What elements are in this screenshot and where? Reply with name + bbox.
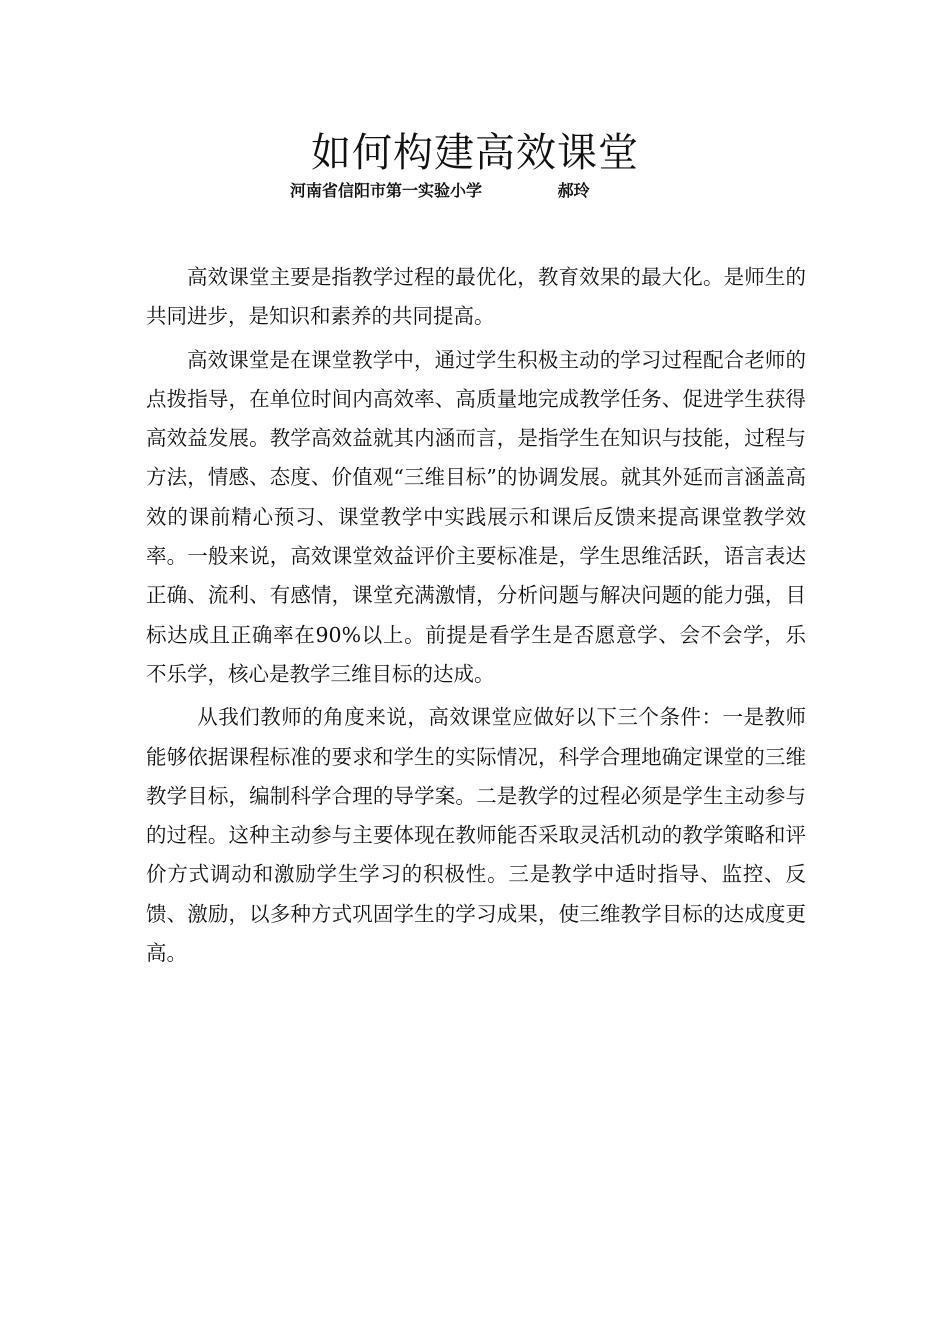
paragraph-1: 高效课堂主要是指教学过程的最优化，教育效果的最大化。是师生的共同进步，是知识和素养的共同提高。 [146, 265, 806, 329]
paragraph-2: 高效课堂是在课堂教学中，通过学生积极主动的学习过程配合老师的点拨指导，在单位时间内高效率、高质量地完成教学任务、促进学生获得高效益发展。教学高效益就其内涵而言，是指学生在知识与技能，过程与方法，情感、态度、价值观“三维目标”的协调发展。就其外延而言涵盖高效的课前精心预习、课堂教学中实践展示和课后反馈来提高课堂教学效率。一般来说，高效课堂效益评价主要标准是，学生思维活跃，语言表达正确、流利、有感情，课堂充满激情，分析问题与解决问题的能力强，目标达成且正确率在90%以上。前提是看学生是否愿意学、会不会学，乐不乐学，核心是教学三维目标的达成。 [146, 347, 806, 686]
byline [290, 180, 670, 202]
document-title: 如何构建高效课堂 [311, 130, 639, 176]
document-body [146, 258, 806, 973]
author-name: 郝玲 [557, 181, 590, 200]
school-name: 河南省信阳市第一实验小学 [290, 181, 483, 200]
paragraph-3: 从我们教师的角度来说，高效课堂应做好以下三个条件：一是教师能够依据课程标准的要求和学生的实际情况，科学合理地确定课堂的三维教学目标，编制科学合理的导学案。二是教学的过程必须是学生主动参与的过程。这种主动参与主要体现在教师能否采取灵活机动的教学策略和评价方式调动和激励学生学习的积极性。三是教学中适时指导、监控、反馈、激励，以多种方式巩固学生的学习成果，使三维教学目标的达成度更高。 [146, 705, 806, 966]
